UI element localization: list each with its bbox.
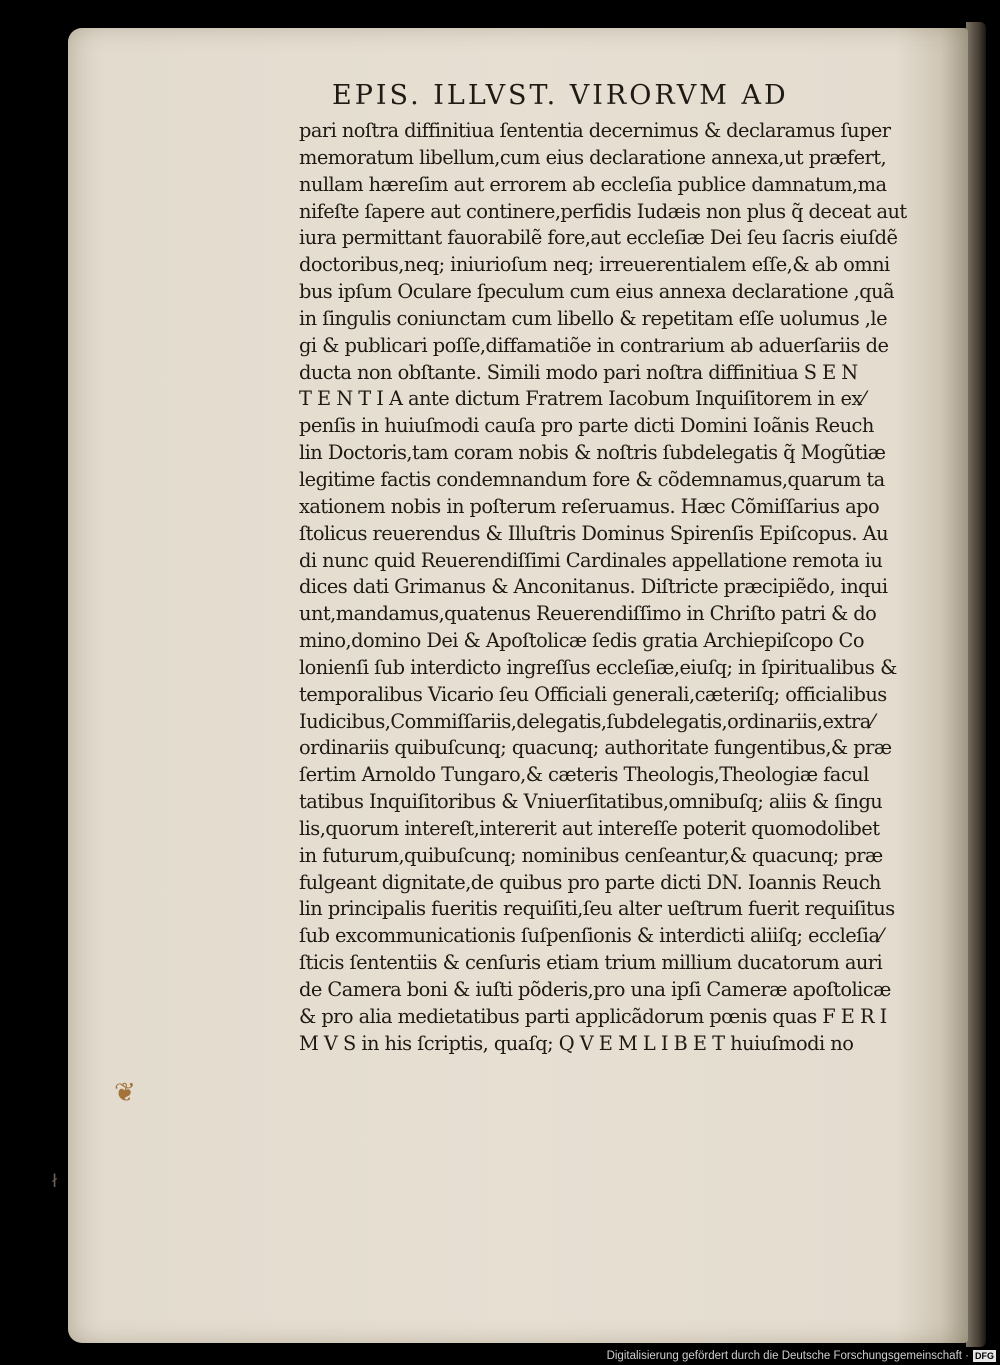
text-line: legitime factis condemnandum fore & cõdemnamus,quarum ta: [299, 467, 885, 491]
text-line: M V S in his ſcriptis, quaſq; Q V E M L I B E T huiuſmodi no: [299, 1031, 854, 1055]
text-line: ſticis ſententiis & cenſuris etiam trium millium ducatorum auri: [299, 951, 883, 975]
text-line: temporalibus Vicario ſeu Officiali generali,cæteriſq; officialibus: [299, 682, 887, 706]
text-line: T E N T I A ante dictum Fratrem Iacobum Inquiſitorem in ex⁄: [299, 387, 865, 411]
text-line: ducta non obſtante. Simili modo pari noſtra diffinitiua S E N: [299, 360, 858, 384]
text-line: & pro alia medietatibus parti applicãdorum pœnis quas F E R I: [299, 1004, 887, 1028]
footer-credit: [560, 1347, 996, 1365]
page-edge: [966, 22, 986, 1347]
text-line: ſtolicus reuerendus & Illuſtris Dominus Spirenſis Epiſcopus. Au: [299, 521, 889, 545]
text-line: penſis in huiuſmodi cauſa pro parte dicti Domini Ioãnis Reuch: [299, 414, 874, 438]
text-line: Iudicibus,Commiſſariis,delegatis,ſubdelegatis,ordinariis,extra⁄: [299, 709, 874, 733]
text-line: fulgeant dignitate,de quibus pro parte dicti DN. Ioannis Reuch: [299, 870, 881, 894]
body-text: [299, 118, 929, 1058]
text-line: mino,domino Dei & Apoſtolicæ ſedis gratia Archiepiſcopo Co: [299, 629, 864, 653]
text-line: gi & publicari poſſe,diffamatiõe in contrarium ab aduerſariis de: [299, 333, 889, 357]
text-line: doctoribus,neq; iniurioſum neq; irreuerentialem eſſe,& ab omni: [299, 253, 890, 277]
text-line: nullam hæreſim aut errorem ab eccleſia publice damnatum,ma: [299, 172, 887, 196]
text-line: iura permittant fauorabilẽ fore,aut eccleſiæ Dei ſeu ſacris eiuſdẽ: [299, 226, 898, 250]
text-line: di nunc quid Reuerendiſſimi Cardinales appellatione remota iu: [299, 548, 883, 572]
text-line: in futurum,quibuſcunq; nominibus cenſeantur,& quacunq; præ: [299, 843, 883, 867]
ink-stain-mark: ❦: [114, 1078, 136, 1108]
text-line: in ſingulis coniunctam cum libello & repetitam eſſe uolumus ,le: [299, 306, 887, 330]
text-line: lis,quorum intereſt,intererit aut intereſſe poterit quomodolibet: [299, 816, 880, 840]
text-line: lonienſi ſub interdicto ingreſſus eccleſiæ,eiuſq; in ſpiritualibus &: [299, 655, 897, 679]
text-line: nifeſte ſapere aut continere,perfidis Iudæis non plus q̃ deceat aut: [299, 199, 907, 223]
text-line: unt,mandamus,quatenus Reuerendiſſimo in Chriſto patri & do: [299, 602, 877, 626]
text-line: xationem nobis in poſterum reſeruamus. Hæc Cõmiſſarius apo: [299, 494, 880, 518]
text-line: bus ipſum Oculare ſpeculum cum eius annexa declaratione ,quã: [299, 280, 895, 304]
text-line: tatibus Inquiſitoribus & Vniuerſitatibus,omnibuſq; aliis & ſingu: [299, 790, 883, 814]
text-line: de Camera boni & iuſti põderis,pro una ipſi Cameræ apoſtolicæ: [299, 978, 891, 1001]
text-line: memoratum libellum,cum eius declaratione annexa,ut præfert,: [299, 145, 887, 169]
text-line: ordinariis quibuſcunq; quacunq; authoritate fungentibus,& præ: [299, 736, 892, 760]
margin-mark: ł: [52, 1171, 58, 1192]
text-line: lin principalis fueritis requiſiti,ſeu alter ueſtrum fuerit requiſitus: [299, 897, 895, 921]
text-line: pari noſtra diffinitiua ſententia decernimus & declaramus ſuper: [299, 119, 891, 142]
text-line: lin Doctoris,tam coram nobis & noſtris ſubdelegatis q̃ Mogũtiæ: [299, 441, 886, 465]
footer-credit-text: Digitalisierung gefördert durch die Deutsche Forschungsgemeinschaft ·: [606, 1350, 969, 1362]
text-line: dices dati Grimanus & Anconitanus. Diſtricte præcipiẽdo, inqui: [299, 575, 888, 599]
text-line: ſertim Arnoldo Tungaro,& cæteris Theologis,Theologiæ facul: [299, 763, 869, 787]
running-head: EPIS. ILLVST. VIRORVM AD: [332, 80, 789, 111]
dfg-logo: DFG: [975, 1350, 994, 1361]
text-line: ſub excommunicationis ſuſpenſionis & interdicti aliiſq; eccleſia⁄: [299, 924, 883, 948]
